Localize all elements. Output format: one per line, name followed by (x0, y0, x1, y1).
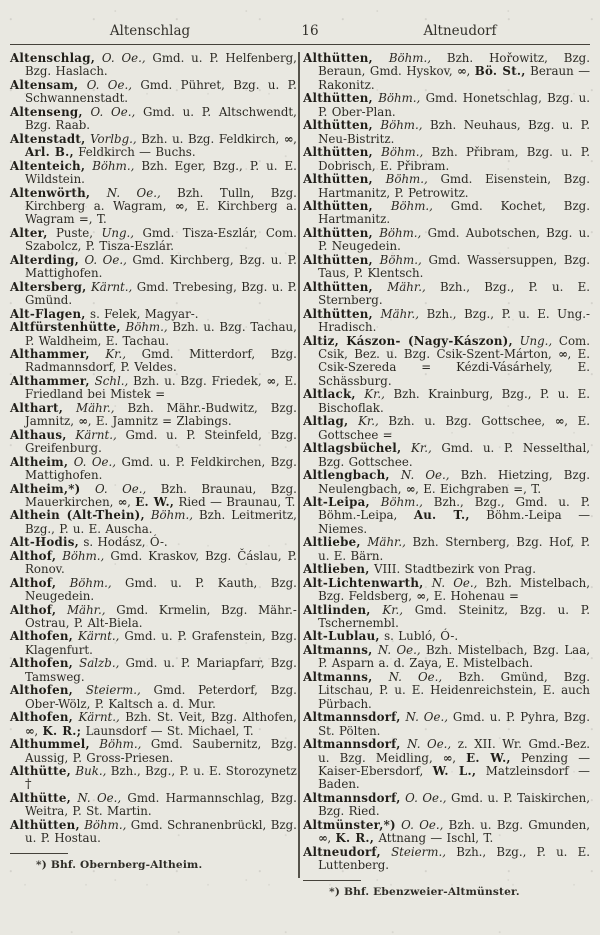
entry-text: , (327, 831, 332, 846)
footnote-marker: *) (36, 858, 47, 871)
entry (10, 483, 297, 510)
region-abbr: Kr., (382, 602, 404, 617)
entry-text: z. XII. Wr. Gmd.-Bez. u. Bzg. Meidling, (318, 737, 590, 765)
entry-list-left (10, 52, 297, 846)
entry-text: Gmd. u. P. Kauth, Bzg. Neugedein. (25, 575, 297, 604)
entry-headword: Altheim,*) (10, 481, 81, 496)
entry (303, 846, 590, 873)
region-abbr: O. Oe., (401, 817, 444, 832)
region-abbr: Böhm., (388, 51, 431, 65)
entry (303, 671, 590, 711)
entry-text: s. Hodász, Ó-. (83, 535, 168, 550)
footnote-rule-left (10, 853, 68, 854)
region-abbr: Buk., (75, 764, 107, 779)
entry-headword: Althütten, (303, 172, 373, 187)
region-abbr: N. Oe., (407, 737, 452, 752)
region-abbr: Steierm., (391, 844, 446, 859)
entry-text: Bzh. Hietzing, Bzg. Neulengbach, (318, 468, 590, 496)
region-abbr: Böhm., (150, 508, 193, 523)
entry-text: Bzh., Bzg., P. u. E. Sternberg. (318, 279, 590, 308)
column-left (10, 52, 297, 898)
entry (10, 375, 297, 402)
region-abbr: Kärnt., (78, 629, 120, 644)
entry-text: Gmd. u. P. Feldkirchen, Bzg. Mattighofen. (25, 454, 297, 483)
entry-text: Gmd. Harmannschlag, Bzg. Weitra, P. St. Martin. (25, 790, 297, 819)
entry (303, 630, 590, 643)
entry-text: VIII. Stadtbezirk von Prag. (373, 562, 536, 577)
region-abbr: Kärnt., (90, 279, 133, 294)
entry-text: , E. Gottschee = (318, 414, 590, 442)
posthorn-icon: ∞ (457, 64, 467, 79)
entry-headword: Alt-Leipa, (303, 494, 370, 509)
footnote-text: Bhf. Obernberg-Altheim. (50, 858, 203, 871)
entry-text: Attnang — Ischl, T. (378, 831, 494, 846)
region-abbr: Böhm., (125, 320, 168, 335)
entry-text: , E. Jamnitz = Zlabings. (87, 414, 232, 429)
entry (303, 254, 590, 281)
entry (10, 711, 297, 738)
entry-headword: Altersberg, (10, 279, 87, 294)
header-keyword-right: Altneudorf (423, 23, 497, 39)
entry (10, 308, 297, 321)
posthorn-icon: ∞ (25, 723, 35, 738)
entry-headword: Althummel, (10, 737, 90, 752)
region-abbr: N. Oe., (106, 185, 161, 200)
entry-headword: Alterding, (10, 252, 79, 267)
region-abbr: Mähr., (76, 400, 115, 415)
entry (10, 52, 297, 79)
region-abbr: N. Oe., (400, 468, 450, 483)
entry-text: , (127, 494, 131, 509)
entry-headword: Althofen, (10, 629, 74, 644)
entry-headword: Altenseng, (10, 104, 83, 119)
entry-text: Gmd. u. P. Pyhra, Bzg. St. Pölten. (318, 710, 590, 738)
entry-text: Bzh. Mähr.-Budwitz, Bzg. Jamnitz, (25, 400, 297, 429)
entry-headword: Altenschlag, (10, 51, 96, 65)
entry (303, 469, 590, 496)
entry-text: Gmd. u. P. Steinfeld, Bzg. Greifenburg. (25, 427, 297, 456)
posthorn-icon: ∞ (174, 198, 185, 213)
region-abbr: N. Oe., (405, 710, 448, 725)
posthorn-icon: ∞ (442, 750, 453, 765)
entry-text: Com. Csik, Bez. u. Bzg. Csik-Szent-Márton, (318, 333, 590, 361)
entry-headword: E. W., (135, 494, 175, 509)
entry-text: Launsdorf — St. Michael, T. (85, 723, 254, 738)
entry (303, 563, 590, 576)
entry-text: Bzh. St. Veit, Bzg. Althofen, (125, 710, 297, 725)
entry-text: s. Felek, Magyar-. (90, 306, 199, 321)
entry-headword: Altfürstenhütte, (10, 320, 121, 335)
entry-text: Gmd. Wassersuppen, Bzg. Taus, P. Klentsch. (318, 252, 591, 281)
entry-text: Matzleinsdorf — Baden. (318, 764, 590, 792)
entry-headword: Althütten, (303, 51, 373, 65)
entry (303, 415, 590, 442)
entry-text: Gmd. Krmelin, Bzg. Mähr.-Ostrau, P. Alt-Biela. (25, 602, 297, 631)
entry-text: Gmd. u. P. Helfenberg, Bzg. Haslach. (25, 51, 297, 79)
footnote-rule-right (303, 880, 361, 881)
entry-headword: W. L., (432, 764, 477, 779)
entry-text: Gmd. Eisenstein, Bzg. Hartmanitz, P. Petrowitz. (318, 172, 590, 200)
entry (10, 792, 297, 819)
entry-headword: Althofen, (10, 683, 74, 698)
region-abbr: Böhm., (379, 225, 422, 240)
entry-headword: Althein (Alt-Thein), (10, 508, 145, 523)
entry-text: Puste, (55, 225, 94, 240)
entry-text: Bzh. Sternberg, Bzg. Hof, P. u. E. Bärn. (318, 535, 590, 563)
entry-text: Gmd. Steinitz, Bzg. u. P. Tschernembl. (318, 602, 590, 631)
entry-headword: Alter, (10, 225, 48, 240)
entry-text: Bzh. Mistelbach, Bzg. Feldsberg, (318, 575, 590, 604)
entry-headword: Althütten, (303, 279, 373, 294)
posthorn-icon: ∞ (318, 831, 328, 846)
entry-text: Bzh. u. Bzg. Friedek, (133, 373, 262, 388)
entry-text: Bzh. Gmünd, Bzg. Litschau, P. u. E. Heidenreichstein, E. auch Pürbach. (318, 669, 590, 711)
entry-text: , (452, 750, 456, 765)
entry-text: , E. Kirchberg a. Wagram =, T. (25, 198, 297, 227)
entry-text: Gmd. u. P. Grafenstein, Bzg. Klagenfurt. (25, 629, 297, 657)
entry-headword: Altensam, (10, 77, 79, 92)
entry-text: s. Lubló, Ó-. (384, 629, 459, 644)
entry-headword: Altmünster,*) (303, 817, 396, 832)
region-abbr: Böhm., (390, 198, 433, 213)
entry-headword: Arl. B., (25, 145, 74, 160)
entry-text: Bzh., Bzg., P. u. E. Luttenberg. (318, 844, 591, 873)
header-rule (10, 44, 590, 45)
entry (303, 792, 590, 819)
cross-icon: † (25, 777, 31, 793)
footnote-right (329, 886, 590, 898)
entry (10, 819, 297, 846)
entry-text: Bzh. u. Bzg. Tachau, P. Waldheim, E. Tachau. (25, 320, 297, 348)
entry-headword: Altlack, (303, 387, 356, 402)
header-keyword-left: Altenschlag (109, 23, 191, 39)
entry (10, 254, 297, 281)
entry-headword: Au. T., (413, 508, 470, 523)
entry (303, 281, 590, 308)
entry-headword: Altheim, (10, 454, 69, 469)
entry-headword: Althütten, (303, 252, 373, 267)
region-abbr: Böhm., (99, 737, 142, 752)
entry-text: Gmd. Trebesing, Bzg. u. P. Gmünd. (25, 279, 297, 308)
entry-headword: Althof, (10, 602, 57, 617)
region-abbr: Ung., (519, 333, 553, 348)
posthorn-icon: ∞ (554, 414, 565, 429)
entry (10, 281, 297, 308)
entry (303, 819, 590, 846)
entry-headword: Altneudorf, (303, 844, 381, 859)
region-abbr: Kr., (411, 441, 432, 456)
entry-text: , (466, 64, 471, 79)
entry (303, 119, 590, 146)
region-abbr: Mähr., (367, 535, 406, 550)
region-abbr: Böhm., (379, 252, 422, 267)
entry-headword: Althütten, (303, 306, 373, 321)
entry-headword: Althütten, (303, 225, 373, 240)
entry-headword: K. R.; (42, 723, 82, 738)
entry-headword: E. W., (466, 750, 511, 765)
posthorn-icon: ∞ (117, 494, 128, 509)
entry-headword: Althofen, (10, 710, 74, 725)
entry-text: , E. Hohenau = (425, 589, 519, 604)
column-right (301, 52, 590, 898)
region-abbr: Böhm., (380, 494, 423, 509)
region-abbr: Kärnt., (78, 710, 120, 725)
entry-text: Bzh. u. Bzg. Gottschee, (388, 414, 546, 429)
entry (303, 388, 590, 415)
entry-headword: Althütte, (10, 764, 71, 779)
entry (10, 402, 297, 429)
entry (10, 133, 297, 160)
entry-text: Bzh. Neuhaus, Bzg. u. P. Neu-Bistritz. (318, 118, 590, 146)
entry-headword: Altlengbach, (303, 468, 390, 483)
entry-text: Gmd. Aubotschen, Bzg. u. P. Neugedein. (318, 225, 590, 254)
region-abbr: O. Oe., (84, 252, 127, 267)
posthorn-icon: ∞ (405, 481, 416, 496)
region-abbr: Böhm., (380, 118, 423, 133)
entry (10, 429, 297, 456)
entry (303, 227, 590, 254)
entry-headword: Althaus, (10, 427, 67, 442)
entry-text: Bzh. Eger, Bzg., P. u. E. Wildstein. (25, 158, 297, 187)
entry-headword: Altmannsdorf, (303, 790, 401, 805)
region-abbr: Ung., (101, 225, 135, 240)
entry (10, 227, 297, 254)
region-abbr: Vorlbg., (90, 131, 137, 146)
entry-text: Bzh. Braunau, Bzg. Mauerkirchen, (25, 481, 297, 509)
entry (10, 456, 297, 483)
region-abbr: Böhm., (62, 548, 105, 563)
entry (303, 738, 590, 792)
entry-text: Gmd. Pühret, Bzg. u. P. Schwannenstadt. (25, 77, 297, 106)
entry (303, 536, 590, 563)
two-column-body (10, 52, 590, 898)
region-abbr: O. Oe., (90, 104, 136, 119)
entry-text: Bzh. Krainburg, Bzg., P. u. E. Bischoflak. (318, 387, 590, 415)
entry (10, 765, 297, 792)
region-abbr: O. Oe., (101, 51, 146, 65)
entry-headword: Bö. St., (474, 64, 526, 79)
region-abbr: Böhm., (381, 145, 424, 160)
page-number: 16 (301, 23, 319, 39)
entry-headword: Alt-Lichtenwarth, (303, 575, 424, 590)
entry (303, 442, 590, 469)
entry-text: Bzh. Mistelbach, Bzg. Laa, P. Asparn a. d. Zaya, E. Mistelbach. (318, 642, 590, 671)
entry (10, 577, 297, 604)
region-abbr: N. Oe., (431, 575, 478, 590)
region-abbr: Schl., (94, 373, 129, 388)
entry-text: Bzh., Bzg., Gmd. u. P. Böhm.-Leipa, (318, 494, 590, 523)
footnote-left (36, 859, 297, 871)
posthorn-icon: ∞ (78, 414, 88, 429)
posthorn-icon: ∞ (283, 131, 294, 146)
entry-headword: Altlinden, (303, 602, 371, 617)
entry-text: Feldkirch — Buchs. (78, 145, 196, 160)
entry-text: Bzh. u. Bzg. Feldkirch, (141, 131, 280, 146)
region-abbr: Kr., (358, 414, 379, 429)
entry-headword: Altmanns, (303, 642, 373, 657)
posthorn-icon: ∞ (266, 373, 276, 388)
footnote-text: Bhf. Ebenzweier-Altmünster. (343, 885, 520, 898)
entry-headword: Altmannsdorf, (303, 710, 401, 725)
entry-headword: Alt-Hodis, (10, 535, 79, 550)
entry (303, 308, 590, 335)
entry-text: Gmd. u. P. Taiskirchen, Bzg. Ried. (318, 790, 591, 819)
entry-text: Böhm.-Leipa — Niemes. (318, 508, 590, 536)
entry-headword: Alt-Lublau, (303, 629, 380, 644)
region-abbr: O. Oe., (86, 77, 132, 92)
entry (303, 92, 590, 119)
region-abbr: N. Oe., (77, 790, 122, 805)
region-abbr: O. Oe., (73, 454, 117, 469)
entry-text: Bzh. Hořowitz, Bzg. Beraun, Gmd. Hyskov, (318, 51, 590, 79)
entry (303, 604, 590, 631)
entry-headword: Althofen, (10, 656, 74, 671)
entry (10, 348, 297, 375)
entry-text: Gmd. Kochet, Bzg. Hartmanitz. (318, 198, 590, 227)
entry (10, 79, 297, 106)
entry-headword: Althütten, (303, 145, 373, 160)
entry (303, 146, 590, 173)
entry-headword: Altmannsdorf, (303, 737, 401, 752)
entry-text: Gmd. Kirchberg, Bzg. u. P. Mattighofen. (25, 252, 297, 281)
entry (303, 173, 590, 200)
entry (303, 577, 590, 604)
column-divider (298, 52, 299, 878)
entry-text: , E. Friedland bei Mistek = (25, 373, 297, 402)
entry (10, 536, 297, 549)
entry-text: Gmd. Mitterdorf, Bzg. Radmannsdorf, P. Veldes. (25, 346, 297, 375)
region-abbr: Böhm., (84, 817, 127, 832)
entry-headword: Althütten, (303, 91, 373, 106)
entry-text: Bzh. Přibram, Bzg. u. P. Dobrisch, E. Přibram. (318, 145, 590, 173)
entry-headword: Alt-Flagen, (10, 306, 86, 321)
entry-text: Bzh., Bzg., P. u. E. Storozynetz (110, 764, 297, 779)
entry-text: Bzh. Leitmeritz, Bzg., P. u. E. Auscha. (25, 508, 297, 536)
entry (303, 711, 590, 738)
entry-text: Gmd. Tisza-Eszlár, Com. Szabolcz, P. Tisza-Eszlár. (25, 225, 297, 254)
entry-text: Penzing — Kaiser-Ebersdorf, (318, 750, 590, 779)
entry-headword: Altliebe, (303, 535, 361, 550)
entry-text: Gmd. Honetschlag, Bzg. u. P. Ober-Plan. (318, 91, 590, 119)
entry (10, 321, 297, 348)
entry (10, 509, 297, 536)
region-abbr: N. Oe., (388, 669, 443, 684)
region-abbr: Mähr., (380, 306, 420, 321)
entry (10, 106, 297, 133)
posthorn-icon: ∞ (416, 589, 426, 604)
entry-headword: Altlag, (303, 414, 349, 429)
entry-text: , (34, 723, 39, 738)
entry-headword: Altenteich, (10, 158, 86, 173)
region-abbr: Salzb., (79, 656, 120, 671)
region-abbr: Böhm., (385, 172, 428, 187)
entry-text: Gmd. Peterdorf, Bzg. Ober-Wölz, P. Kaltsch a. d. Mur. (25, 683, 297, 711)
entry (303, 200, 590, 227)
entry-headword: Althof, (10, 575, 57, 590)
region-abbr: Kr., (105, 346, 127, 361)
entry-headword: Althütten, (303, 198, 373, 213)
region-abbr: N. Oe., (377, 642, 421, 657)
entry (303, 52, 590, 92)
entry (10, 657, 297, 684)
entry (10, 160, 297, 187)
entry-headword: Althof, (10, 548, 57, 563)
entry-headword: Altlieben, (303, 562, 370, 577)
entry-list-right (303, 52, 590, 873)
entry-text: Gmd. Schranenbrückl, Bzg. u. P. Hostau. (25, 817, 297, 846)
region-abbr: Böhm., (378, 91, 421, 106)
region-abbr: Kr., (364, 387, 385, 402)
region-abbr: Böhm., (69, 575, 112, 590)
entry-text: Gmd. Kraskov, Bzg. Čáslau, P. Ronov. (25, 548, 297, 577)
region-abbr: Mähr., (387, 279, 426, 294)
region-abbr: Böhm., (92, 158, 135, 173)
entry-headword: Altenwörth, (10, 185, 91, 200)
region-abbr: Mähr., (66, 602, 106, 617)
entry-text: , E. Eichgraben =, T. (415, 481, 542, 496)
region-abbr: O. Oe., (94, 481, 147, 496)
entry-headword: Althütten, (303, 118, 373, 133)
entry (303, 644, 590, 671)
region-abbr: O. Oe., (405, 790, 447, 805)
page-header (10, 24, 590, 39)
entry-headword: Altiz, Kászon- (Nagy-Kászon), (303, 333, 513, 348)
entry-headword: Althütte, (10, 790, 71, 805)
posthorn-icon: ∞ (558, 346, 568, 361)
entry (10, 684, 297, 711)
entry (303, 496, 590, 536)
entry (10, 738, 297, 765)
entry-headword: Altmanns, (303, 669, 373, 684)
entry-headword: Althammer, (10, 373, 90, 388)
entry-headword: Altenstadt, (10, 131, 86, 146)
region-abbr: Steierm., (85, 683, 141, 698)
entry-headword: Altlagsbüchel, (303, 441, 402, 456)
footnote-marker: *) (329, 885, 341, 898)
entry (10, 187, 297, 227)
entry (10, 630, 297, 657)
entry-headword: Althammer, (10, 346, 90, 361)
entry-text: , (293, 131, 297, 146)
entry-text: , E. Csik-Szereda = Kézdi-Vásárhely, E. Schässburg. (318, 346, 590, 388)
entry-text: Bzh., Bzg., P. u. E. Ung.-Hradisch. (318, 306, 591, 335)
entry-headword: Althütten, (10, 817, 80, 832)
region-abbr: Kärnt., (75, 427, 117, 442)
entry-headword: Althart, (10, 400, 64, 415)
entry-text: Bzh. u. Bzg. Gmunden, (448, 817, 590, 832)
entry-text: Gmd. u. P. Mariapfarr, Bzg. Tamsweg. (25, 656, 297, 684)
entry (10, 604, 297, 631)
entry (303, 335, 590, 389)
entry-text: Gmd. u. P. Altschwendt, Bzg. Raab. (25, 104, 297, 133)
entry-text: Gmd. u. P. Nesselthal, Bzg. Gottschee. (318, 441, 590, 469)
entry-text: Bzh. Tulln, Bzg. Kirchberg a. Wagram, (25, 185, 297, 213)
entry-headword: K. R., (335, 831, 375, 846)
entry (10, 550, 297, 577)
entry-text: Ried — Braunau, T. (178, 494, 296, 509)
entry-text: Beraun — Rakonitz. (318, 64, 591, 92)
entry-text: Gmd. Saubernitz, Bzg. Aussig, P. Gross-Priesen. (25, 737, 297, 765)
